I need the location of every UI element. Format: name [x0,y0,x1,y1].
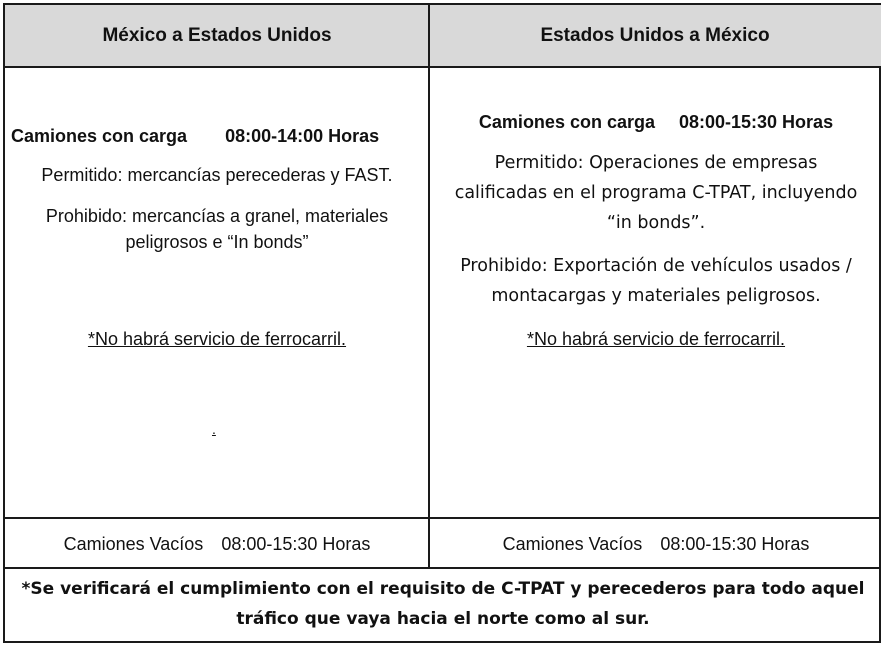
right-loaded-row [431,110,881,134]
right-loaded-hours: 08:00-15:30 Horas [678,112,834,132]
left-empty-trucks-row [5,519,429,569]
header-mexico-to-us: México a Estados Unidos [5,5,429,67]
right-rail-note: *No habrá servicio de ferrocarril. [526,329,786,349]
left-prohibited-line2: peligrosos e “In bonds” [125,232,309,252]
left-empty-hours: 08:00-15:30 Horas [221,533,371,554]
footer-line2: tráfico que vaya hacia el norte como al sur. [236,609,650,629]
right-empty-label: Camiones Vacíos [502,533,643,554]
left-allowed: Permitido: mercancías perecederas y FAST. [41,165,393,185]
left-stray-mark: . [212,421,216,437]
footer-line1: *Se verificará el cumplimiento con el requisito de C-TPAT y perecederos para todo aquel [21,579,865,599]
right-empty-hours: 08:00-15:30 Horas [660,533,810,554]
right-prohibited-line2: montacargas y materiales peligrosos. [491,286,821,306]
left-loaded-hours: 08:00-14:00 Horas [225,126,380,146]
right-allowed-line2: calificadas en el programa C-TPAT, incluyendo [454,183,858,203]
left-prohibited-line1: Prohibido: mercancías a granel, materiales [45,206,389,226]
right-loaded-label: Camiones con carga [478,112,655,132]
header-us-to-mexico: Estados Unidos a México [429,5,881,67]
right-prohibited-line1: Prohibido: Exportación de vehículos usados / [460,256,852,276]
schedule-table [3,3,881,643]
right-empty-trucks-row [431,519,881,569]
left-rail-note: *No habrá servicio de ferrocarril. [87,329,347,349]
left-loaded-row [11,124,429,148]
right-allowed-line3: “in bonds”. [606,213,706,233]
left-body [5,68,429,518]
footer-note [5,570,881,641]
left-loaded-label: Camiones con carga [11,126,188,146]
right-allowed-line1: Permitido: Operaciones de empresas [494,153,818,173]
right-body [431,68,881,518]
left-empty-label: Camiones Vacíos [63,533,204,554]
